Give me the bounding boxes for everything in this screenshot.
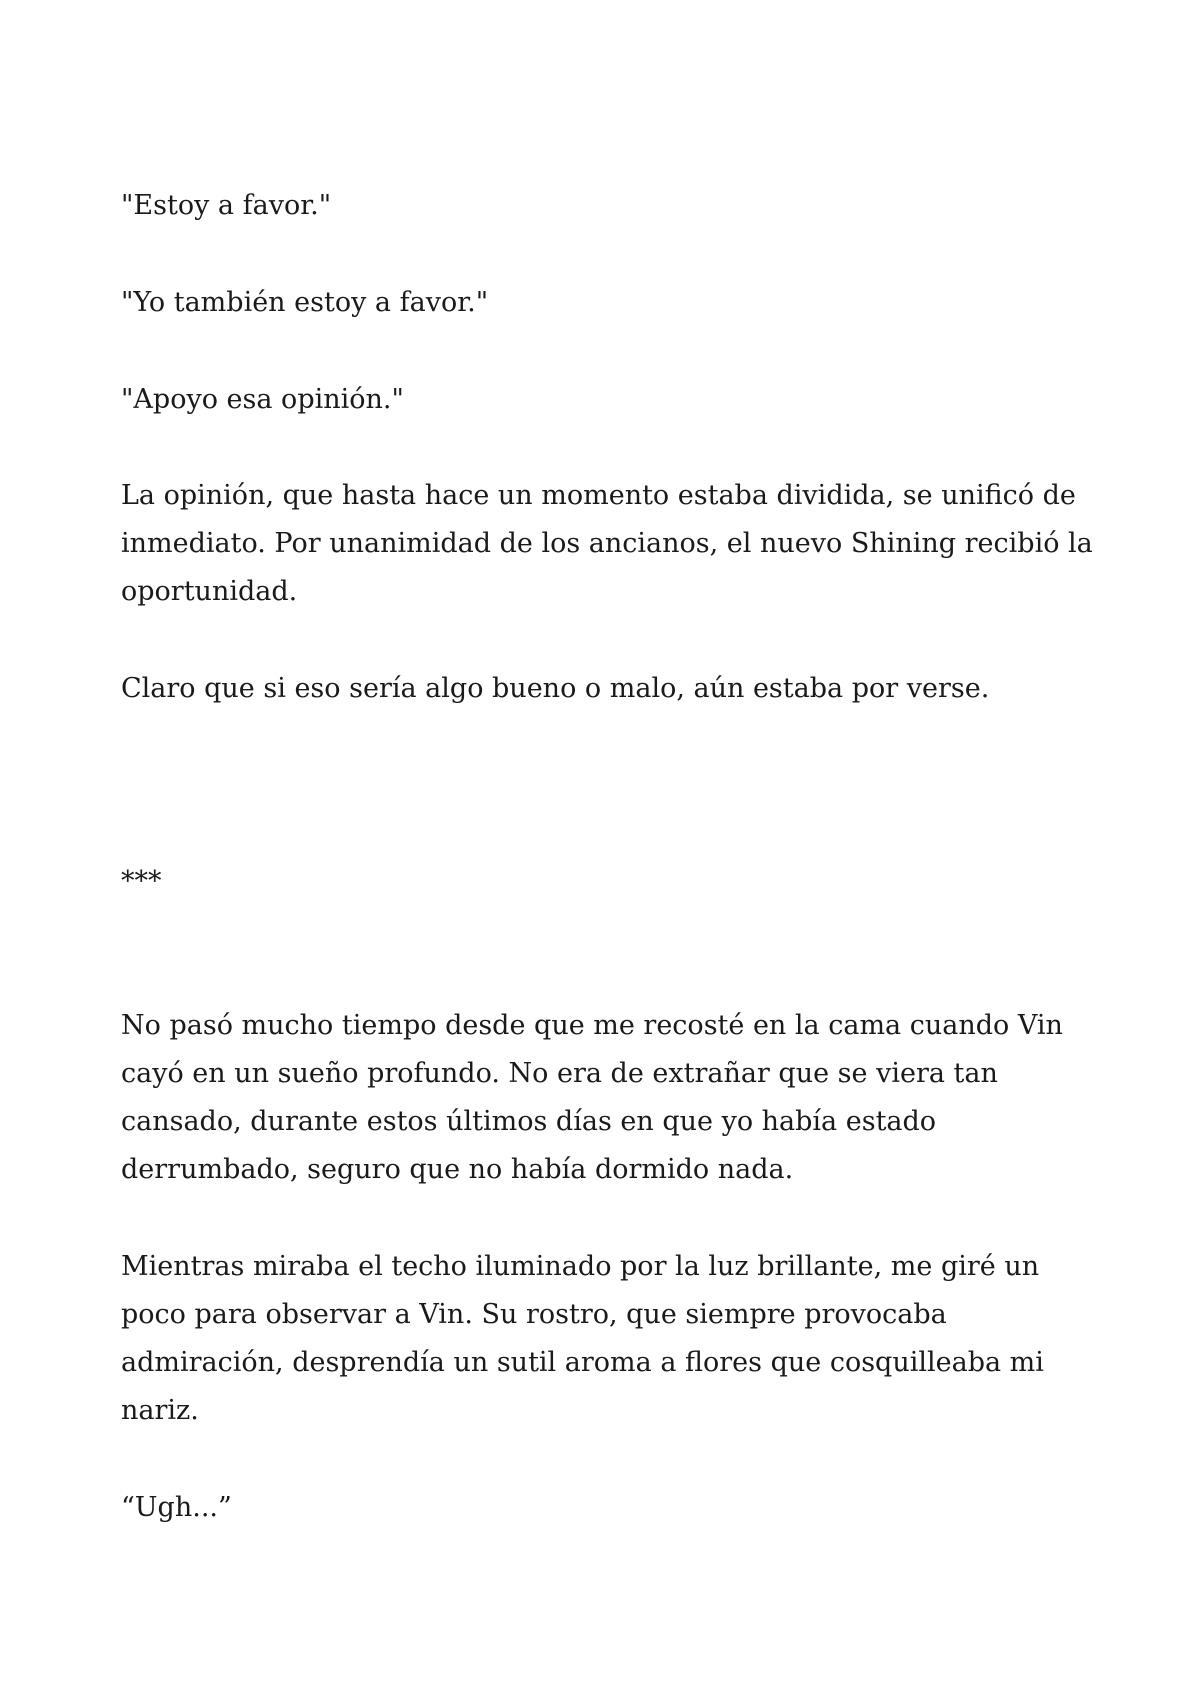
dialogue-paragraph: “Ugh...”	[121, 1492, 232, 1523]
section-separator: ***	[121, 866, 162, 897]
dialogue-paragraph: "Apoyo esa opinión."	[121, 384, 404, 415]
narrative-paragraph: La opinión, que hasta hace un momento estaba dividida, se unificó de inmediato. Por unanimidad de los ancianos, el nuevo Shining recibió la oportunidad.	[121, 480, 1093, 607]
dialogue-paragraph: "Estoy a favor."	[121, 190, 332, 221]
narrative-paragraph: Mientras miraba el techo iluminado por la luz brillante, me giré un poco para observar a Vin. Su rostro, que siempre provocaba admiración, desprendía un sutil aroma a flores que cosquilleaba mi nariz.	[121, 1251, 1044, 1426]
dialogue-paragraph: "Yo también estoy a favor."	[121, 287, 489, 318]
narrative-paragraph: No pasó mucho tiempo desde que me recosté en la cama cuando Vin cayó en un sueño profundo. No era de extrañar que se viera tan cansado, durante estos últimos días en que yo había estado derrumbado, seguro que no había dormido nada.	[121, 1010, 1063, 1185]
narrative-paragraph: Claro que si eso sería algo bueno o malo, aún estaba por verse.	[121, 673, 990, 704]
